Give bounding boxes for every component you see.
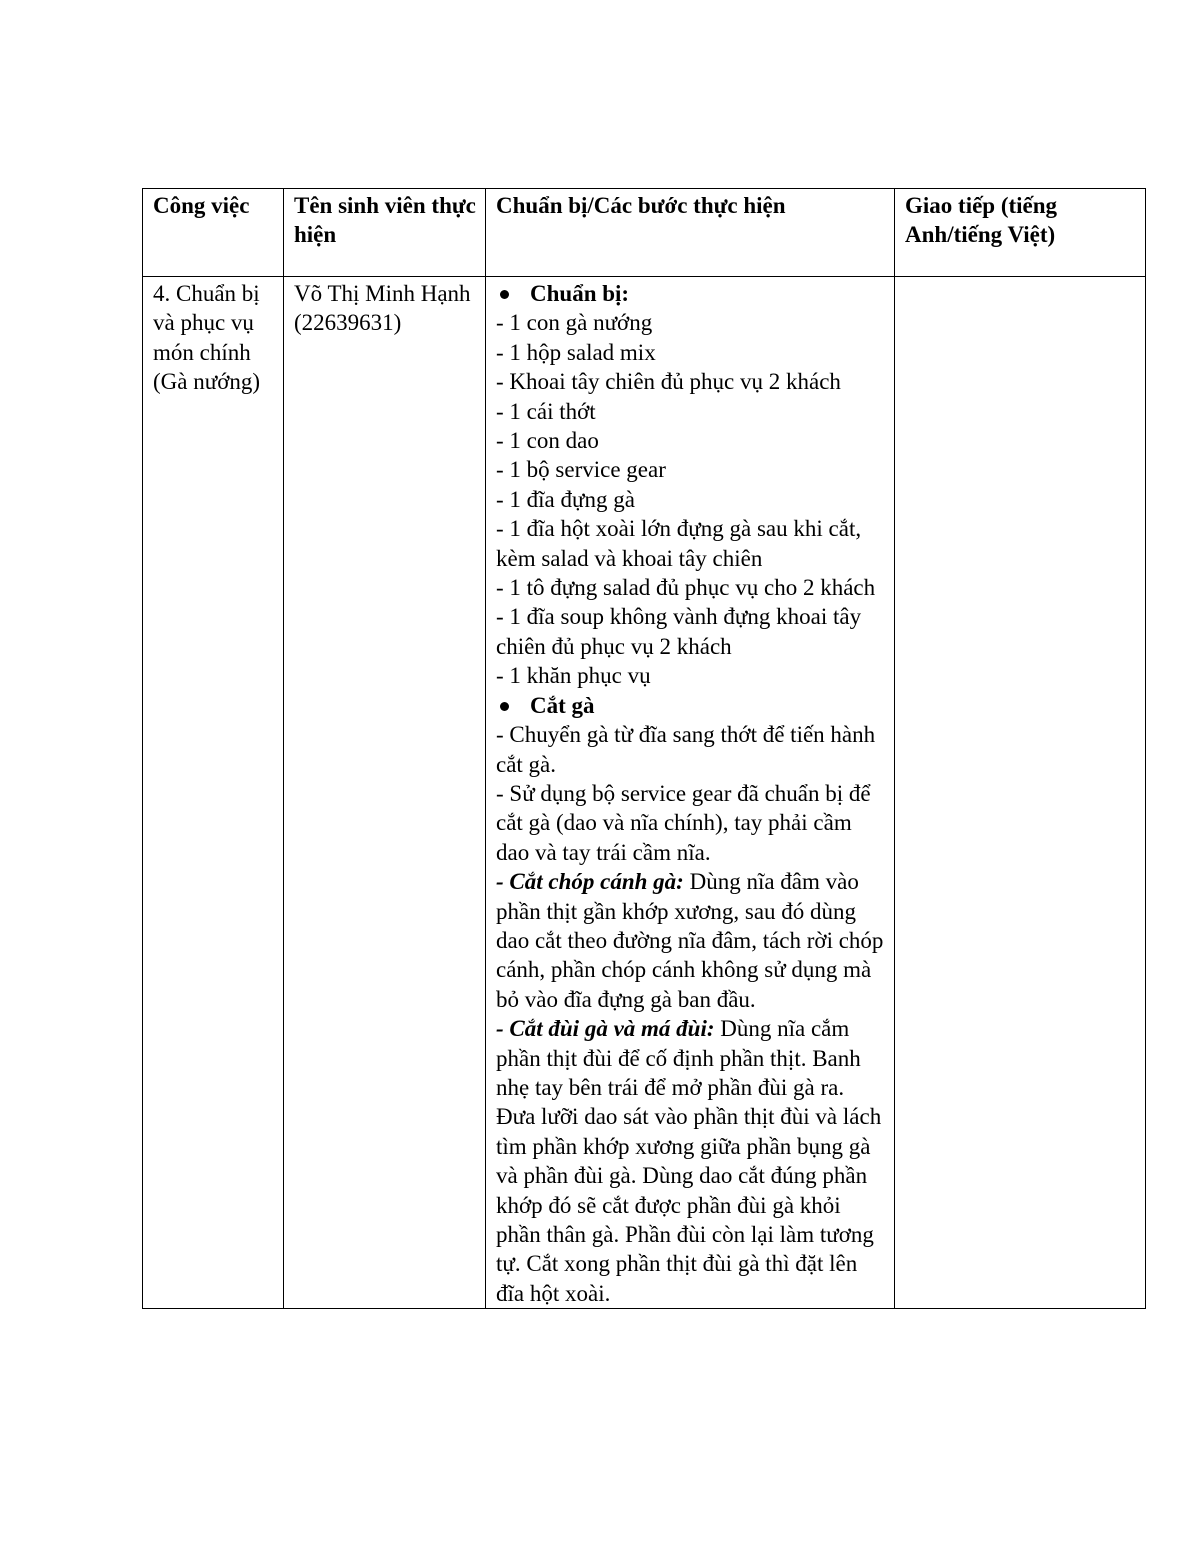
- prep-heading: [496, 279, 885, 308]
- header-communication: Giao tiếp (tiếng Anh/tiếng Việt): [895, 189, 1146, 277]
- table-row: [143, 277, 1146, 1309]
- header-task: Công việc: [143, 189, 284, 277]
- prep-item: - 1 cái thớt: [496, 398, 596, 424]
- cell-steps: [486, 277, 895, 1309]
- prep-item: - 1 đĩa hột xoài lớn đựng gà sau khi cắt, kèm salad và khoai tây chiên: [496, 516, 862, 571]
- bullet-icon: [500, 290, 509, 299]
- cell-task: 4. Chuẩn bị và phục vụ món chính (Gà nướng): [143, 277, 284, 1309]
- wing-text: Dùng nĩa đâm vào phần thịt gần khớp xương, sau đó dùng dao cắt theo đường nĩa đâm, tách rời chóp cánh, phần chóp cánh không sử dụng mà bỏ vào đĩa đựng gà ban đầu.: [496, 869, 884, 1012]
- prep-heading-text: Chuẩn bị:: [530, 281, 630, 306]
- prep-item: - Khoai tây chiên đủ phục vụ 2 khách: [496, 369, 841, 395]
- prep-item: - 1 con dao: [496, 428, 599, 454]
- prep-item: - 1 bộ service gear: [496, 457, 666, 483]
- prep-item: - 1 khăn phục vụ: [496, 663, 651, 689]
- cut-step: - Sử dụng bộ service gear đã chuẩn bị để cắt gà (dao và nĩa chính), tay phải cầm dao và tay trái cầm nĩa.: [496, 780, 871, 865]
- thigh-paragraph: [496, 1014, 885, 1308]
- thigh-text: Dùng nĩa cắm phần thịt đùi để cố định phần thịt. Banh nhẹ tay bên trái để mở phần đùi gà ra. Đưa lưỡi dao sát vào phần thịt đùi và lách tìm phần khớp xương giữa phần bụng gà và phần đùi gà. Dùng dao cắt đúng phần khớp đó sẽ cắt được phần đùi gà khỏi phần thân gà. Phần đùi còn lại làm tương tự. Cắt xong phần thịt đùi gà thì đặt lên đĩa hột xoài.: [496, 1016, 882, 1306]
- prep-item: - 1 đĩa đựng gà: [496, 486, 635, 512]
- header-steps: Chuẩn bị/Các bước thực hiện: [486, 189, 895, 277]
- task-table: [142, 188, 1146, 1309]
- prep-item: - 1 con gà nướng: [496, 310, 653, 336]
- bullet-icon: [500, 702, 509, 711]
- cut-heading-text: Cắt gà: [530, 692, 595, 718]
- prep-list: [496, 308, 885, 690]
- header-student: Tên sinh viên thực hiện: [284, 189, 486, 277]
- wing-paragraph: [496, 867, 885, 1014]
- prep-item: - 1 tô đựng salad đủ phục vụ cho 2 khách: [496, 575, 876, 601]
- wing-lead: - Cắt chóp cánh gà:: [496, 869, 684, 895]
- cell-student: Võ Thị Minh Hạnh (22639631): [284, 277, 486, 1309]
- thigh-lead: - Cắt đùi gà và má đùi:: [496, 1016, 715, 1042]
- cut-step: - Chuyển gà từ đĩa sang thớt để tiến hành cắt gà.: [496, 722, 876, 777]
- cell-communication: [895, 277, 1146, 1309]
- cut-heading: [496, 691, 885, 720]
- prep-item: - 1 đĩa soup không vành đựng khoai tây chiên đủ phục vụ 2 khách: [496, 604, 862, 659]
- table-header-row: [143, 189, 1146, 277]
- prep-item: - 1 hộp salad mix: [496, 339, 656, 365]
